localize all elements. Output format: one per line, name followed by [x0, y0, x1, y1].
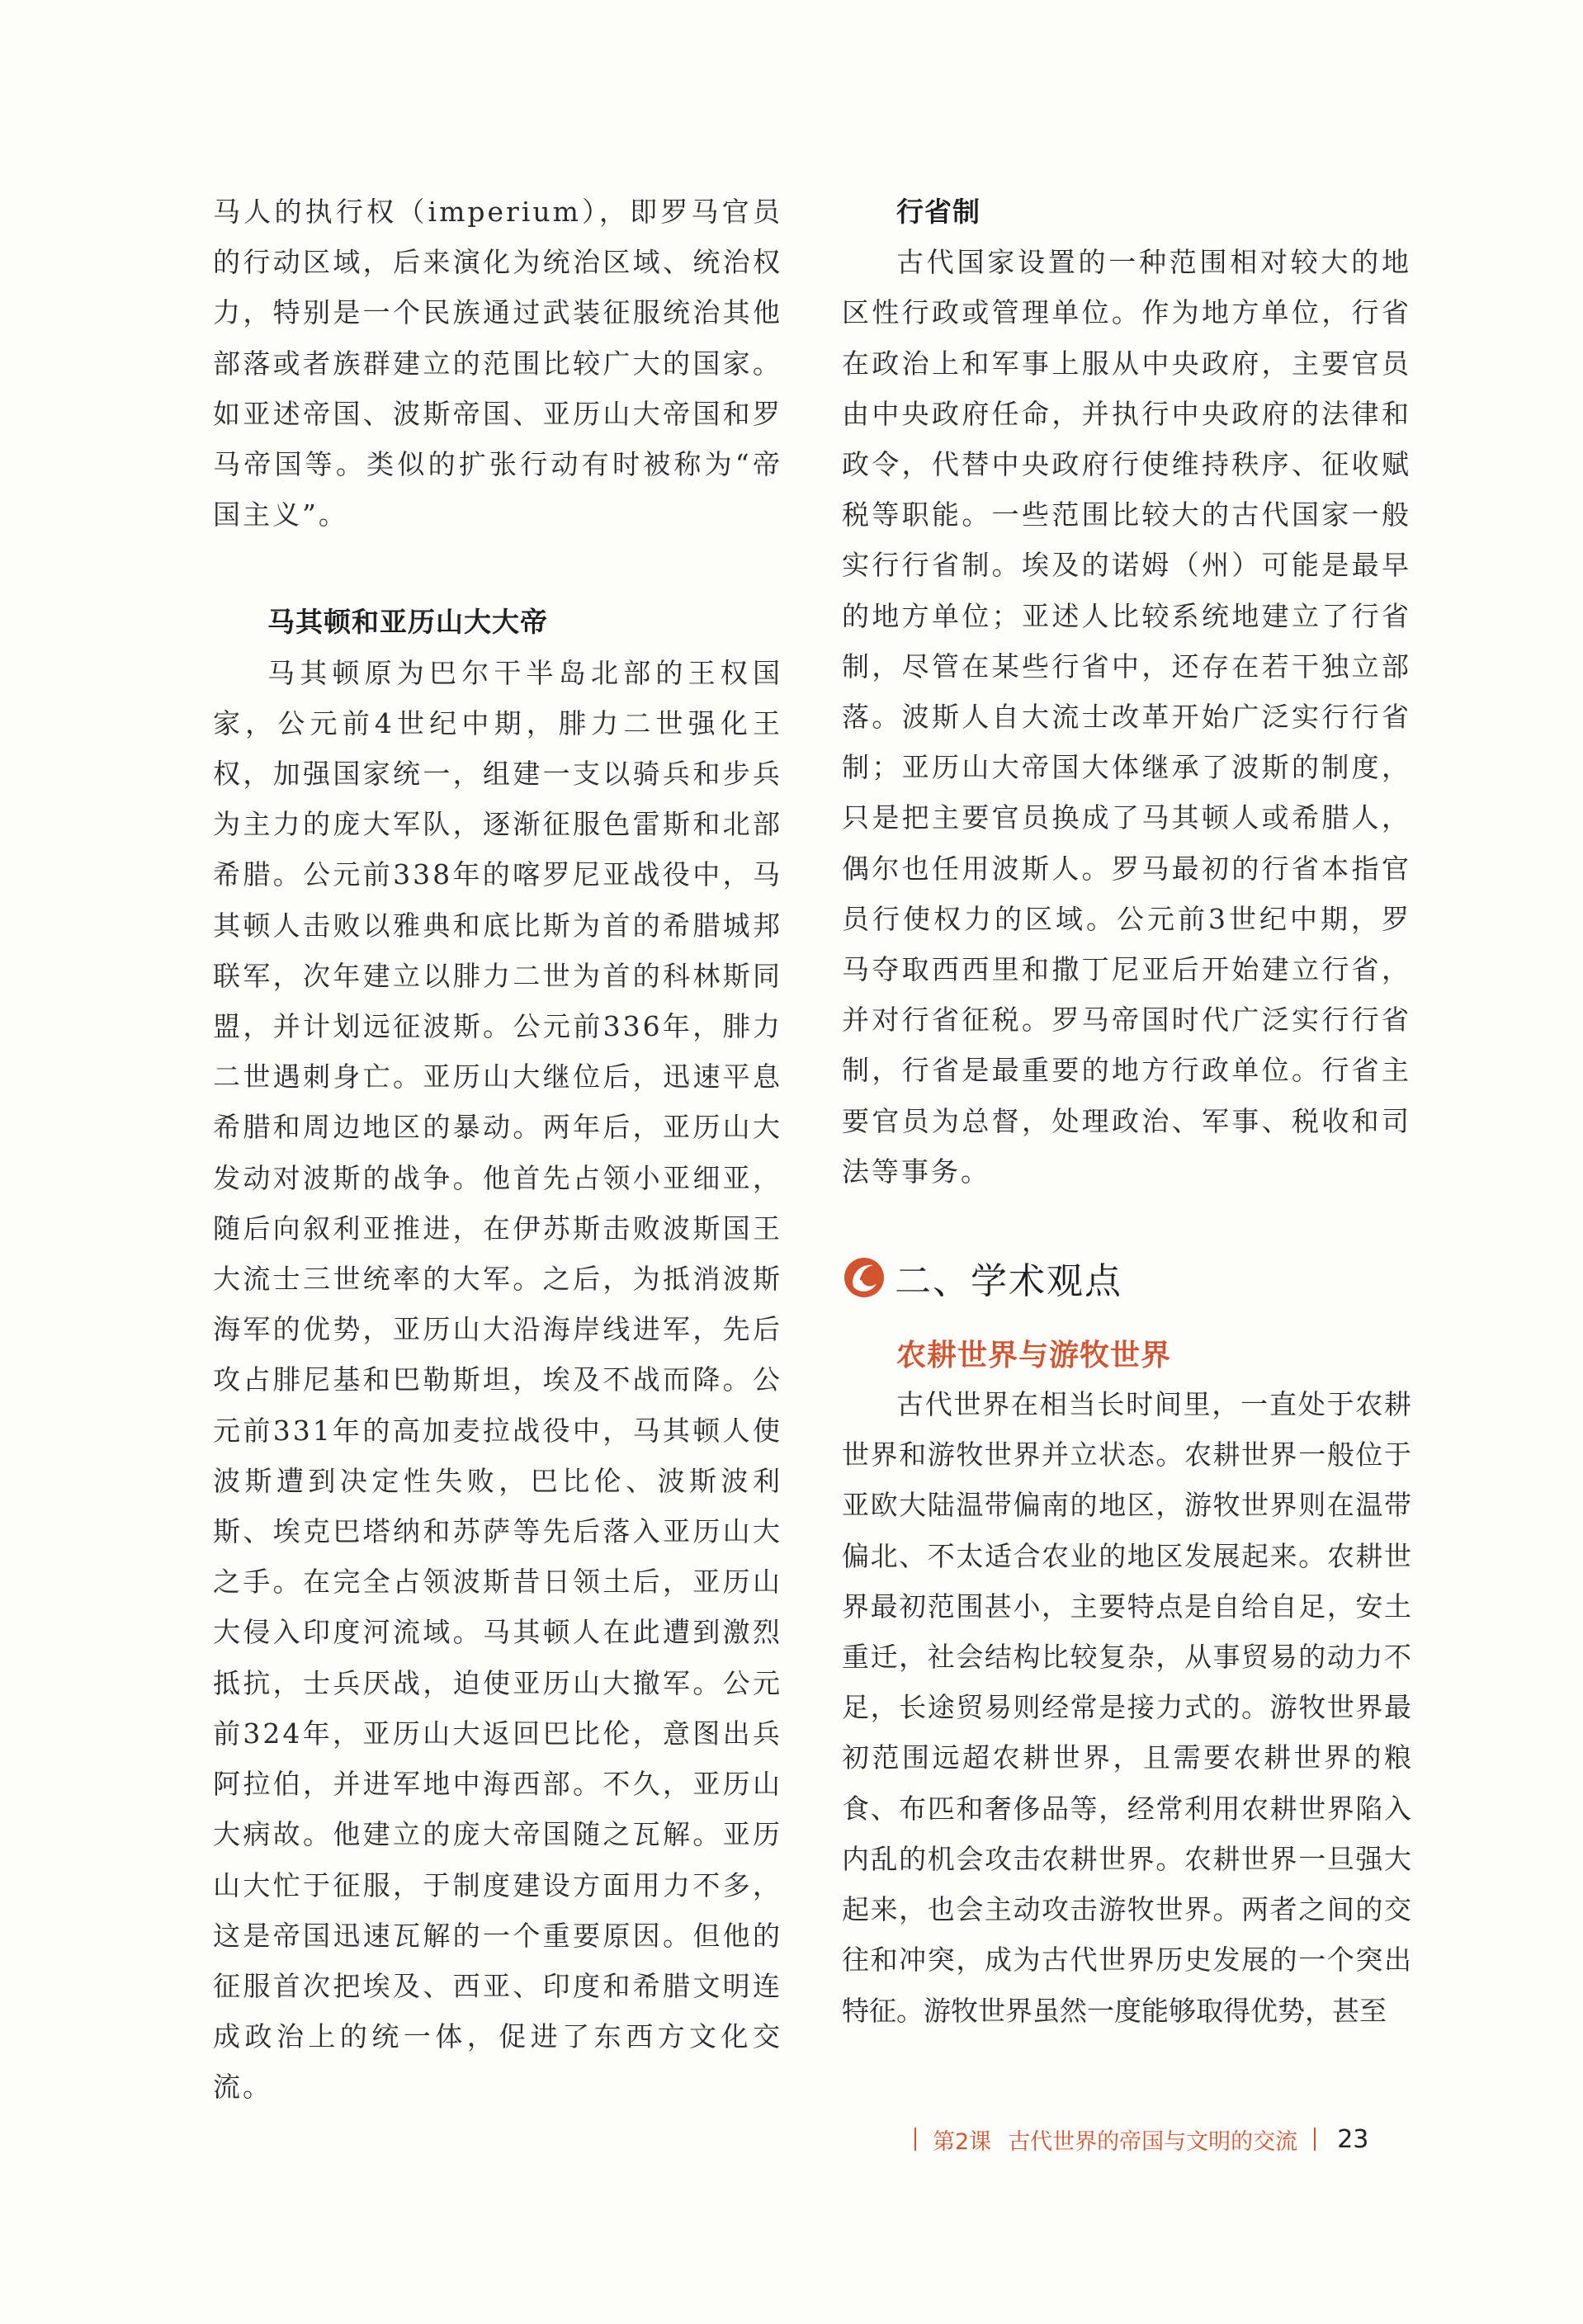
right-column [842, 187, 1411, 2036]
footer-divider-left [914, 2128, 916, 2151]
left-column [213, 187, 782, 2113]
section-header [842, 1249, 1411, 1306]
footer-divider-right [1314, 2128, 1316, 2151]
footer-lesson-title: 古代世界的帝国与文明的交流 [1008, 2128, 1298, 2155]
nomad-paragraph: 古代世界在相当长时间里，一直处于农耕世界和游牧世界并立状态。农耕世界一般位于亚欧大陆温带偏南的地区，游牧世界则在温带偏北、不太适合农业的地区发展起来。农耕世界最初范围甚小，主要特点是自给自足，安土重迁，社会结构比较复杂，从事贸易的动力不足，长途贸易则经常是接力式的。游牧世界最初范围远超农耕世界，且需要农耕世界的粮食、布匹和奢侈品等，经常利用农耕世界陷入内乱的机会攻击农耕世界。农耕世界一旦强大起来，也会主动攻击游牧世界。两者之间的交往和冲突，成为古代世界历史发展的一个突出特征。游牧世界虽然一度能够取得优势，甚至 [842, 1388, 1411, 2027]
macedon-subheading: 马其顿和亚历山大大帝 [267, 606, 548, 639]
page-number: 23 [1337, 2124, 1369, 2154]
section-title: 二、学术观点 [895, 1260, 1122, 1303]
footer-lesson: 第2课 [933, 2128, 992, 2155]
section-swirl-icon [842, 1255, 886, 1300]
macedon-paragraph: 马其顿原为巴尔干半岛北部的王权国家，公元前4世纪中期，腓力二世强化王权，加强国家统一，组建一支以骑兵和步兵为主力的庞大军队，逐渐征服色雷斯和北部希腊。公元前338年的喀罗尼亚战役中，马其顿人击败以雅典和底比斯为首的希腊城邦联军，次年建立以腓力二世为首的科林斯同盟，并计划远征波斯。公元前336年，腓力二世遇刺身亡。亚历山大继位后，迅速平息希腊和周边地区的暴动。两年后，亚历山大发动对波斯的战争。他首先占领小亚细亚，随后向叙利亚推进，在伊苏斯击败波斯国王大流士三世统率的大军。之后，为抵消波斯海军的优势，亚历山大沿海岸线进军，先后攻占腓尼基和巴勒斯坦，埃及不战而降。公元前331年的高加麦拉战役中，马其顿人使波斯遭到决定性失败，巴比伦、波斯波利斯、埃克巴塔纳和苏萨等先后落入亚历山大之手。在完全占领波斯昔日领土后，亚历山大侵入印度河流域。马其顿人在此遭到激烈抵抗，士兵厌战，迫使亚历山大撤军。公元前324年，亚历山大返回巴比伦，意图出兵阿拉伯，并进军地中海西部。不久，亚历山大病故。他建立的庞大帝国随之瓦解。亚历山大忙于征服，于制度建设方面用力不多，这是帝国迅速瓦解的一个重要原因。但他的征服首次把埃及、西亚、印度和希腊文明连成政治上的统一体，促进了东西方文化交流。 [213, 656, 782, 2104]
intro-paragraph: 马人的执行权（imperium），即罗马官员的行动区域，后来演化为统治区域、统治权力，特别是一个民族通过武装征服统治其他部落或者族群建立的范围比较广大的国家。如亚述帝国、波斯帝国、亚历山大帝国和罗马帝国等。类似的扩张行动有时被称为“帝国主义”。 [213, 196, 782, 531]
province-paragraph: 古代国家设置的一种范围相对较大的地区性行政或管理单位。作为地方单位，行省在政治上和军事上服从中央政府，主要官员由中央政府任命，并执行中央政府的法律和政令，代替中央政府行使维持秩序、征收赋税等职能。一些范围比较大的古代国家一般实行行省制。埃及的诺姆（州）可能是最早的地方单位；亚述人比较系统地建立了行省制，尽管在某些行省中，还存在若干独立部落。波斯人自大流士改革开始广泛实行行省制；亚历山大帝国大体继承了波斯的制度，只是把主要官员换成了马其顿人或希腊人，偶尔也任用波斯人。罗马最初的行省本指官员行使权力的区域。公元前3世纪中期，罗马夺取西西里和撒丁尼亚后开始建立行省，并对行省征税。罗马帝国时代广泛实行行省制，行省是最重要的地方行政单位。行省主要官员为总督，处理政治、军事、税收和司法等事务。 [842, 246, 1411, 1188]
page-footer [914, 2123, 1368, 2156]
nomad-subheading: 农耕世界与游牧世界 [896, 1338, 1172, 1373]
province-subheading: 行省制 [896, 196, 981, 228]
